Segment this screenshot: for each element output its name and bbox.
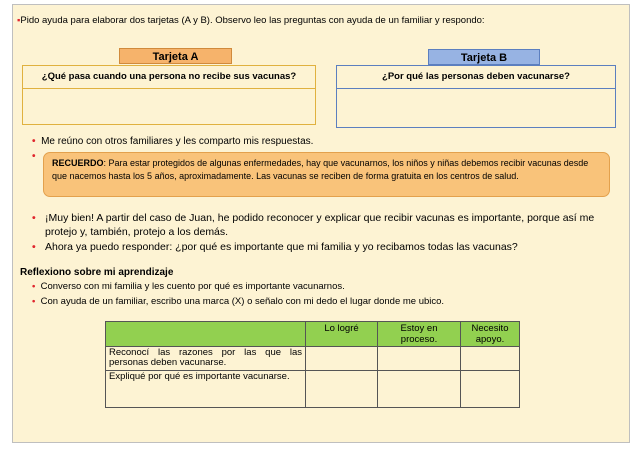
bullet-icon: •	[32, 296, 36, 307]
mark-cell-en-proceso[interactable]	[378, 371, 461, 408]
worksheet-page	[12, 4, 630, 443]
bullet-bien	[32, 211, 602, 239]
table-row	[106, 371, 520, 408]
bullet-meet	[32, 136, 313, 147]
table-row	[106, 347, 520, 371]
bullet-icon: •	[32, 136, 36, 147]
bullet-recuerdo-marker	[32, 151, 36, 162]
tab-tarjeta-a: Tarjeta A	[119, 48, 232, 64]
bullet-icon: ▪	[17, 15, 21, 26]
bullet-icon: •	[32, 241, 36, 253]
card-a-question: ¿Qué pasa cuando una persona no recibe sus vacunas?	[23, 66, 315, 89]
bullet-ahora	[32, 240, 602, 254]
reflexion-item-text: Con ayuda de un familiar, escribo una marca (X) o señalo con mi dedo el lugar donde me ubico.	[40, 296, 445, 307]
reflexion-heading: Reflexiono sobre mi aprendizaje	[20, 267, 174, 278]
bullet-bien-text: ¡Muy bien! A partir del caso de Juan, he podido reconocer y explicar que recibir vacunas es importante, porque así me protejo y, también, protejo a los demás.	[45, 212, 595, 238]
recuerdo-text: : Para estar protegidos de algunas enfermedades, hay que vacunarnos, los niños y niñas debemos recibir vacunas desde que nacemos hasta los 5 años, aproximadamente. Las vacunas se reciben de forma gratuita en los centros de salud.	[52, 158, 589, 181]
bullet-icon: •	[32, 281, 36, 292]
recuerdo-label: RECUERDO	[52, 158, 104, 168]
table-header-row	[106, 322, 520, 347]
self-evaluation-table	[105, 321, 520, 408]
table-header-cell: Estoy en proceso.	[378, 322, 461, 347]
mark-cell-necesito-apoyo[interactable]	[461, 347, 520, 371]
tab-tarjeta-b: Tarjeta B	[428, 49, 540, 65]
bullet-meet-text: Me reúno con otros familiares y les comparto mis respuestas.	[41, 136, 314, 147]
bullet-ahora-text: Ahora ya puedo responder: ¿por qué es importante que mi familia y yo recibamos todas las vacunas?	[45, 241, 518, 253]
reflexion-item	[32, 281, 345, 292]
reflexion-item-text: Converso con mi familia y les cuento por qué es importante vacunarnos.	[40, 281, 345, 292]
card-b-question: ¿Por qué las personas deben vacunarse?	[337, 66, 615, 89]
table-row-label: Expliqué por qué es importante vacunarse.	[106, 371, 306, 408]
card-a-box	[22, 65, 316, 125]
mark-cell-en-proceso[interactable]	[378, 347, 461, 371]
intro-text: Pido ayuda para elaborar dos tarjetas (A y B). Observo leo las preguntas con ayuda de un familiar y respondo:	[20, 15, 485, 26]
intro-instruction	[17, 15, 485, 26]
mark-cell-lo-logre[interactable]	[306, 347, 378, 371]
table-row-label: Reconocí las razones por las que las personas deben vacunarse.	[106, 347, 306, 371]
table-header-cell: Lo logré	[306, 322, 378, 347]
recuerdo-box	[43, 152, 610, 197]
reflexion-item	[32, 296, 444, 307]
card-b-box	[336, 65, 616, 128]
bullet-icon: •	[32, 212, 36, 224]
table-header-cell	[106, 322, 306, 347]
bullet-icon: •	[32, 151, 36, 162]
table-header-cell: Necesito apoyo.	[461, 322, 520, 347]
mark-cell-necesito-apoyo[interactable]	[461, 371, 520, 408]
mark-cell-lo-logre[interactable]	[306, 371, 378, 408]
